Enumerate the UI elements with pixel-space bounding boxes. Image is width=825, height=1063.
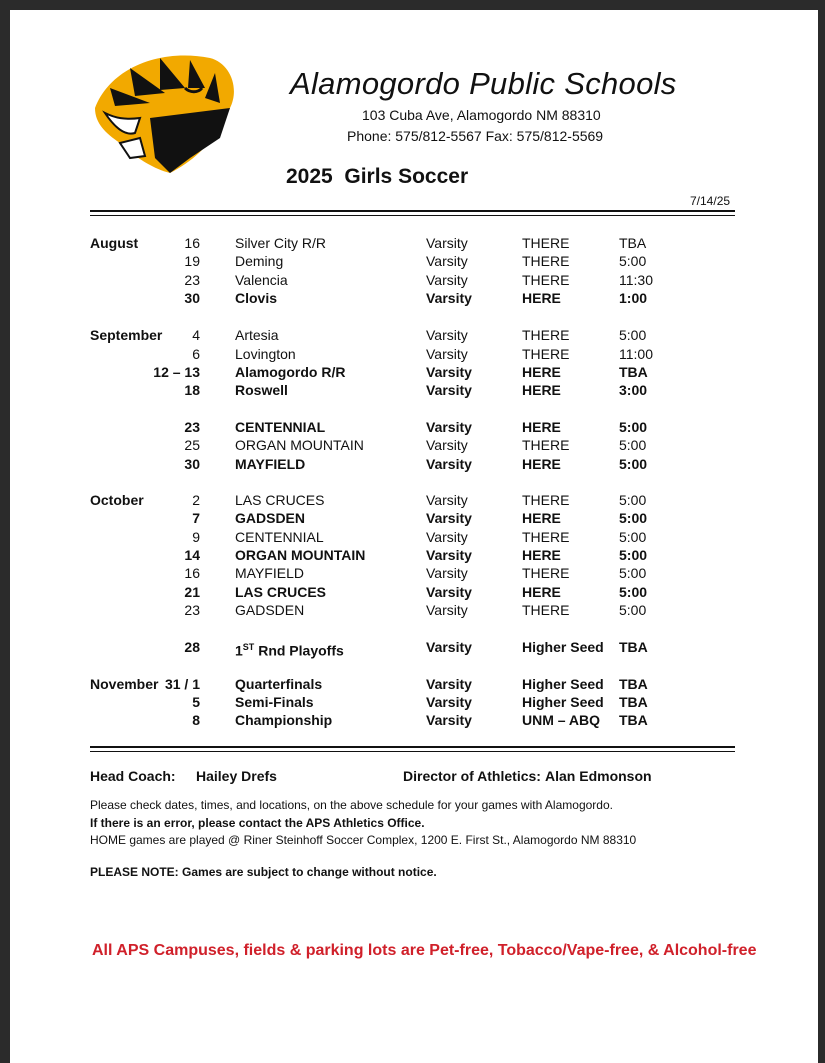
- game-location: Higher Seed: [522, 694, 604, 710]
- game-day: 28: [184, 639, 200, 655]
- game-time: 5:00: [619, 419, 648, 435]
- tiger-logo: [90, 48, 240, 178]
- game-day: 2: [192, 492, 200, 508]
- game-location: UNM – ABQ: [522, 712, 601, 728]
- policy-banner: All APS Campuses, fields & parking lots are Pet-free, Tobacco/Vape-free, & Alcohol-free: [92, 942, 757, 959]
- revised-date: 7/14/25: [690, 194, 731, 208]
- game-level: Varsity: [426, 346, 468, 362]
- please-note: PLEASE NOTE: Games are subject to change without notice.: [90, 865, 437, 879]
- game-location: HERE: [522, 456, 561, 472]
- game-level: Varsity: [426, 584, 472, 600]
- game-level: Varsity: [426, 364, 472, 380]
- game-time: 5:00: [619, 492, 647, 508]
- month-label: October: [90, 492, 144, 508]
- game-opponent: Alamogordo R/R: [235, 364, 346, 380]
- game-day: 23: [184, 602, 200, 618]
- game-opponent: MAYFIELD: [235, 565, 304, 581]
- bottom-rule-thin: [90, 751, 735, 752]
- game-location: HERE: [522, 382, 561, 398]
- note-home-games: HOME games are played @ Riner Steinhoff Soccer Complex, 1200 E. First St., Alamogordo NM 88310: [90, 833, 637, 847]
- game-level: Varsity: [426, 565, 468, 581]
- month-label: September: [90, 327, 163, 343]
- game-opponent: Clovis: [235, 290, 278, 306]
- game-level: Varsity: [426, 437, 468, 453]
- game-location: Higher Seed: [522, 676, 604, 692]
- game-time: 1:00: [619, 290, 648, 306]
- game-location: HERE: [522, 290, 561, 306]
- game-day: 7: [192, 510, 200, 526]
- director-name: Alan Edmonson: [545, 768, 652, 784]
- game-day: 6: [192, 346, 200, 362]
- game-level: Varsity: [426, 529, 468, 545]
- game-location: HERE: [522, 364, 561, 380]
- game-opponent: CENTENNIAL: [235, 529, 324, 545]
- game-location: THERE: [522, 346, 570, 362]
- game-location: THERE: [522, 253, 570, 269]
- game-level: Varsity: [426, 382, 472, 398]
- game-time: TBA: [619, 712, 648, 728]
- game-level: Varsity: [426, 419, 472, 435]
- game-level: Varsity: [426, 510, 472, 526]
- game-time: TBA: [619, 676, 648, 692]
- game-day: 18: [184, 382, 200, 398]
- game-location: HERE: [522, 510, 561, 526]
- game-time: 5:00: [619, 529, 647, 545]
- game-opponent: GADSDEN: [235, 510, 306, 526]
- game-day: 14: [184, 547, 200, 563]
- game-time: 5:00: [619, 327, 647, 343]
- game-level: Varsity: [426, 712, 472, 728]
- game-time: 5:00: [619, 253, 647, 269]
- game-opponent: GADSDEN: [235, 602, 305, 618]
- game-opponent: Silver City R/R: [235, 235, 327, 251]
- head-coach-label: Head Coach:: [90, 768, 176, 784]
- top-rule: [90, 210, 735, 212]
- schedule-page: [10, 10, 818, 1063]
- game-day: 9: [192, 529, 200, 545]
- note-error-contact: If there is an error, please contact the APS Athletics Office.: [90, 816, 425, 830]
- game-day: 16: [184, 565, 200, 581]
- game-time: TBA: [619, 694, 648, 710]
- game-location: THERE: [522, 492, 570, 508]
- game-opponent: LAS CRUCES: [235, 492, 325, 508]
- game-location: HERE: [522, 547, 561, 563]
- game-day: 5: [192, 694, 200, 710]
- game-level: Varsity: [426, 639, 472, 655]
- game-day: 8: [192, 712, 200, 728]
- game-time: 5:00: [619, 584, 648, 600]
- game-time: TBA: [619, 235, 647, 251]
- game-day: 19: [184, 253, 200, 269]
- game-day: 16: [184, 235, 200, 251]
- game-location: THERE: [522, 529, 570, 545]
- org-address: 103 Cuba Ave, Alamogordo NM 88310: [362, 107, 601, 123]
- top-rule-thin: [90, 215, 735, 216]
- game-time: 5:00: [619, 510, 648, 526]
- game-time: 3:00: [619, 382, 648, 398]
- game-opponent: Lovington: [235, 346, 296, 362]
- game-opponent: MAYFIELD: [235, 456, 306, 472]
- game-time: 11:30: [619, 272, 653, 288]
- game-location: THERE: [522, 272, 570, 288]
- game-day: 30: [184, 290, 200, 306]
- game-day: 23: [184, 419, 200, 435]
- game-time: TBA: [619, 364, 648, 380]
- game-level: Varsity: [426, 235, 468, 251]
- game-time: 5:00: [619, 437, 647, 453]
- game-opponent: LAS CRUCES: [235, 584, 327, 600]
- game-level: Varsity: [426, 327, 468, 343]
- game-opponent: Semi-Finals: [235, 694, 314, 710]
- game-level: Varsity: [426, 272, 468, 288]
- game-level: Varsity: [426, 676, 472, 692]
- game-day: 4: [192, 327, 200, 343]
- game-location: THERE: [522, 327, 570, 343]
- game-level: Varsity: [426, 694, 472, 710]
- game-opponent: Roswell: [235, 382, 288, 398]
- game-opponent: 1ST Rnd Playoffs: [235, 642, 344, 659]
- game-day: 21: [184, 584, 200, 600]
- org-phone: Phone: 575/812-5567 Fax: 575/812-5569: [347, 128, 604, 144]
- game-location: HERE: [522, 584, 561, 600]
- game-time: 5:00: [619, 602, 647, 618]
- month-label: August: [90, 235, 139, 251]
- game-level: Varsity: [426, 456, 472, 472]
- bottom-rule: [90, 746, 735, 748]
- game-location: THERE: [522, 602, 570, 618]
- game-time: 5:00: [619, 456, 648, 472]
- head-coach-name: Hailey Drefs: [196, 768, 277, 784]
- game-time: 11:00: [619, 346, 653, 362]
- schedule-title: 2025 Girls Soccer: [286, 165, 469, 188]
- game-day: 23: [184, 272, 200, 288]
- game-level: Varsity: [426, 253, 468, 269]
- game-opponent: Valencia: [235, 272, 288, 288]
- game-level: Varsity: [426, 602, 468, 618]
- game-level: Varsity: [426, 290, 472, 306]
- game-opponent: Quarterfinals: [235, 676, 323, 692]
- game-day: 30: [184, 456, 200, 472]
- game-day: 31 / 1: [164, 676, 200, 692]
- game-location: THERE: [522, 437, 570, 453]
- director-label: Director of Athletics:: [403, 768, 541, 784]
- game-location: THERE: [522, 235, 570, 251]
- game-opponent: Deming: [235, 253, 284, 269]
- game-location: HERE: [522, 419, 561, 435]
- game-time: TBA: [619, 639, 648, 655]
- game-time: 5:00: [619, 547, 648, 563]
- game-day: 12 – 13: [153, 364, 200, 380]
- game-level: Varsity: [426, 547, 472, 563]
- game-day: 25: [184, 437, 200, 453]
- game-time: 5:00: [619, 565, 647, 581]
- game-opponent: ORGAN MOUNTAIN: [235, 547, 366, 563]
- game-opponent: Championship: [235, 712, 333, 728]
- game-opponent: Artesia: [235, 327, 279, 343]
- note-check-dates: Please check dates, times, and locations, on the above schedule for your games with Alamogordo.: [90, 798, 613, 812]
- game-level: Varsity: [426, 492, 468, 508]
- game-opponent: ORGAN MOUNTAIN: [235, 437, 364, 453]
- game-opponent: CENTENNIAL: [235, 419, 326, 435]
- game-location: THERE: [522, 565, 570, 581]
- month-label: November: [90, 676, 159, 692]
- org-name: Alamogordo Public Schools: [290, 66, 677, 101]
- game-location: Higher Seed: [522, 639, 604, 655]
